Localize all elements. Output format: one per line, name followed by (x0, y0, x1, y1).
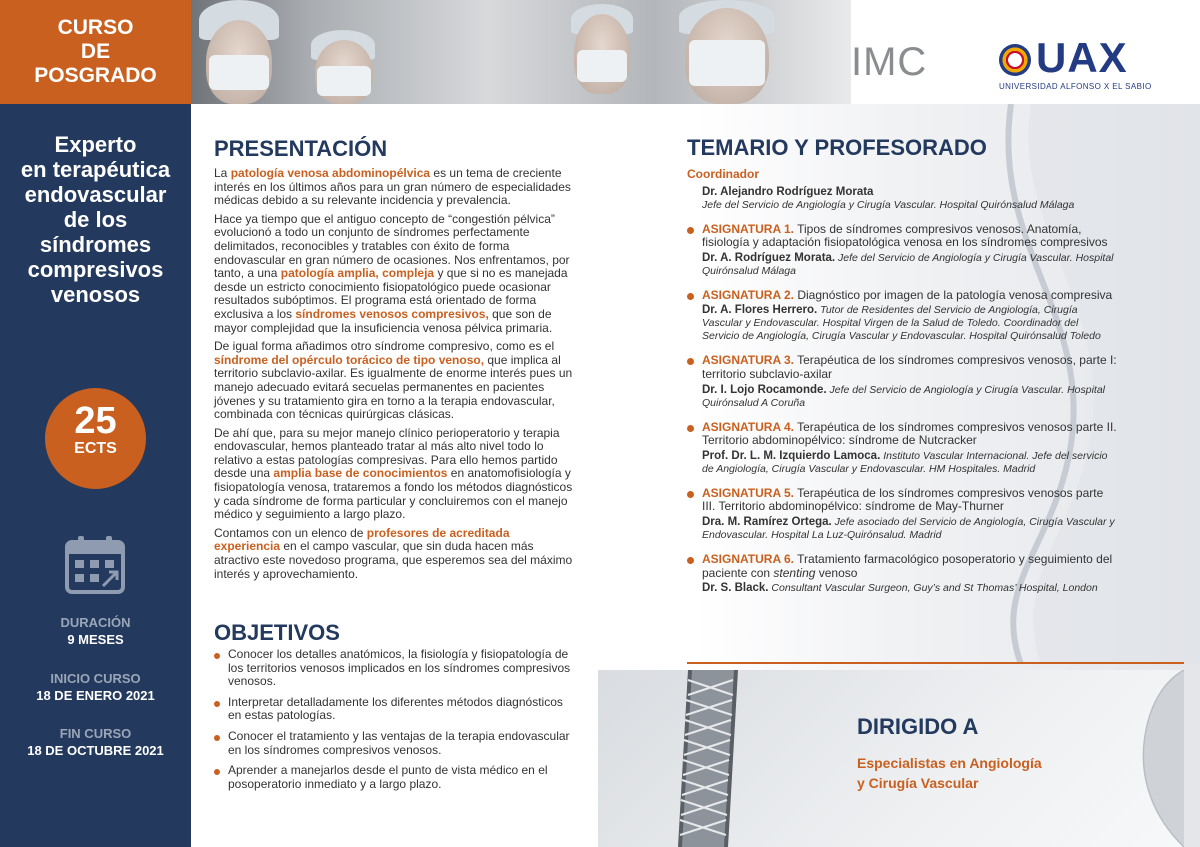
list-item: Interpretar detalladamente los diferentes métodos diagnósticos en estas patologías. (214, 696, 578, 723)
subject-title: ASIGNATURA 5. Terapéutica de los síndromes compresivos venosos parte III. Territorio abdominopélvico: síndrome de May-Thurner (687, 487, 1117, 514)
presentacion-heading: PRESENTACIÓN (214, 136, 388, 161)
page-curl-decoration (1116, 670, 1184, 847)
uax-logo: UAX (1036, 34, 1128, 81)
header-photo (191, 0, 851, 104)
objetivos-list (214, 648, 578, 798)
subject-title: ASIGNATURA 6. Tratamiento farmacológico posoperatorio y seguimiento del paciente con stenting venoso (687, 553, 1117, 580)
course-title-line: Experto (54, 132, 137, 157)
dirigido-heading: DIRIGIDO A (857, 714, 979, 739)
dirigido-line: Especialistas en Angiología (857, 755, 1042, 771)
subject-title: ASIGNATURA 1. Tipos de síndromes compresivos venosos. Anatomía, fisiología y adaptación fisiopatológica venosa en los síndromes compresivos (687, 223, 1117, 250)
dirigido-line: y Cirugía Vascular (857, 775, 979, 791)
subject-professor: Dr. I. Lojo Rocamonde. Jefe del Servicio de Angiología y Cirugía Vascular. Hospital Quirónsalud A Coruña (702, 383, 1106, 409)
subject-professor: Prof. Dr. L. M. Izquierdo Lamoca. Instituto Vascular Internacional. Jefe del servicio de Angiología, Cirugía Vascular y Endovascular. HM Hospitales. Madrid (702, 449, 1108, 475)
presentacion-text (214, 167, 578, 586)
subject-title: ASIGNATURA 3. Terapéutica de los síndromes compresivos venosos, parte I: territorio subclavio-axilar (687, 354, 1117, 381)
course-badge (0, 0, 191, 104)
course-title-line: compresivos (27, 257, 164, 282)
sidebar (0, 104, 191, 847)
start-value: 18 DE ENERO 2021 (36, 688, 155, 703)
course-title-line: venosos (50, 282, 141, 307)
uax-logo-subtitle: UNIVERSIDAD ALFONSO X EL SABIO (999, 82, 1152, 91)
paragraph: La patología venosa abdominopélvica es un tema de creciente interés en los últimos años para un gran número de especialidades médicas debido a su relevante incidencia y prevalencia. (214, 166, 571, 208)
coordinator-role: Jefe del Servicio de Angiología y Cirugía Vascular. Hospital Quirónsalud Málaga (702, 198, 1075, 211)
dirigido-text (857, 753, 1077, 793)
subject-professor: Dra. M. Ramírez Ortega. Jefe asociado del Servicio de Angiología, Cirugía Vascular y Endovascular. Hospital La Luz-Quirónsalud. Madrid (702, 515, 1115, 541)
calendar-icon (65, 534, 125, 594)
badge-line-1: CURSO (57, 16, 134, 39)
course-title-line: en terapéutica (20, 157, 171, 182)
coordinator-name: Dr. Alejandro Rodríguez Morata (702, 185, 874, 198)
logos-area (851, 0, 1200, 104)
subject-title: ASIGNATURA 4. Terapéutica de los síndromes compresivos venosos parte II. Territorio abdominopélvico: síndrome de Nutcracker (687, 421, 1117, 448)
coordinator (702, 186, 1117, 212)
ects-circle (45, 388, 146, 489)
badge-line-3: POSGRADO (34, 64, 157, 87)
end-label: FIN CURSO (59, 726, 132, 741)
subject-professor: Dr. S. Black. Consultant Vascular Surgeon, Guy’s and St Thomas’ Hospital, London (702, 582, 1098, 595)
duration-value: 9 MESES (67, 632, 124, 647)
start-label: INICIO CURSO (50, 671, 141, 686)
course-title-line: de los (63, 207, 128, 232)
uax-emblem-icon (999, 44, 1031, 76)
subject-professor: Dr. A. Rodríguez Morata. Jefe del Servicio de Angiología y Cirugía Vascular. Hospital Quirónsalud Málaga (702, 251, 1114, 277)
stent-illustration (658, 670, 768, 847)
list-item: Aprender a manejarlos desde el punto de vista médico en el posoperatorio inmediato y a largo plazo. (214, 764, 578, 791)
start-block (0, 670, 191, 704)
course-title-line: síndromes (39, 232, 152, 257)
badge-line-2: DE (80, 40, 111, 63)
ects-number: 25 (74, 400, 117, 442)
temario-heading: TEMARIO Y PROFESORADO (687, 135, 987, 160)
dirigido-panel (598, 670, 1184, 847)
subject-title: ASIGNATURA 2. Diagnóstico por imagen de la patología venosa compresiva (687, 289, 1117, 303)
imc-logo: IMC (851, 40, 928, 84)
divider (687, 662, 1184, 664)
main-content (191, 104, 1200, 847)
list-item: Conocer los detalles anatómicos, la fisiología y fisiopatología de los territorios venosos implicados en los síndromes compresivos venosos. (214, 648, 578, 689)
duration-block (0, 614, 191, 648)
duration-label: DURACIÓN (60, 615, 131, 630)
end-value: 18 DE OCTUBRE 2021 (27, 743, 164, 758)
paragraph: Contamos con un elenco de profesores de acreditada experiencia en el campo vascular, que sin duda hacen más atractivo este novedoso programa, que esperemos sea del máximo interés y aprovechamiento. (214, 525, 573, 581)
ects-label: ECTS (74, 440, 117, 457)
paragraph: Hace ya tiempo que el antiguo concepto de “congestión pélvica” evolucionó a todo un conjunto de síndromes perfectamente delimitados, reconocibles y tratables con éxito de forma endovascular en gran número de ocasiones. Nos enfrentamos, por tanto, a una patología amplia, compleja y que si no es manejada desde un estricto conocimiento fisiopatológico puede ocasionar resultados subóptimos. El programa está orientado de forma exclusiva a los síndromes venosos compresivos, que son de mayor complejidad que la insuficiencia venosa pélvica primaria. (214, 211, 570, 335)
coordinator-label: Coordinador (687, 167, 759, 181)
temario-section (687, 168, 1117, 606)
end-block (0, 725, 191, 759)
paragraph: De ahí que, para su mejor manejo clínico perioperatorio y terapia endovascular, hemos planteado tratar al más alto nivel todo lo relativo a estas patologías compresivas. Para ello hemos partido desde una amplia base de conocimientos en anatomofisiología y fisiopatología venosa, trataremos a fondo los métodos diagnósticos y cada síndrome de forma particular y concluiremos con el manejo médico y seguimiento a largo plazo. (214, 425, 573, 522)
paragraph: De igual forma añadimos otro síndrome compresivo, como es el síndrome del opérculo torácico de tipo venoso, que implica al territorio subclavio-axilar. Es igualmente de enorme interés pues un manejo adecuado evitará secuelas permanentes en pacientes jóvenes y su tratamiento gira en torno a la terapia endovascular, combinada con técnicas quirúrgicas clásicas. (214, 339, 573, 422)
list-item: Conocer el tratamiento y las ventajas de la terapia endovascular en los síndromes compresivos venosos. (214, 730, 578, 757)
course-title (0, 132, 191, 307)
course-title-line: endovascular (24, 182, 167, 207)
objetivos-heading: OBJETIVOS (214, 620, 340, 645)
subject-professor: Dr. A. Flores Herrero. Tutor de Residentes del Servicio de Angiología, Cirugía Vascular y Endovascular. Hospital Virgen de la Salud de Toledo. Coordinador del Servicio de Angiología, Cirugía Vascular y Endovascular. Hospital Quirónsalud Toledo (702, 304, 1101, 343)
